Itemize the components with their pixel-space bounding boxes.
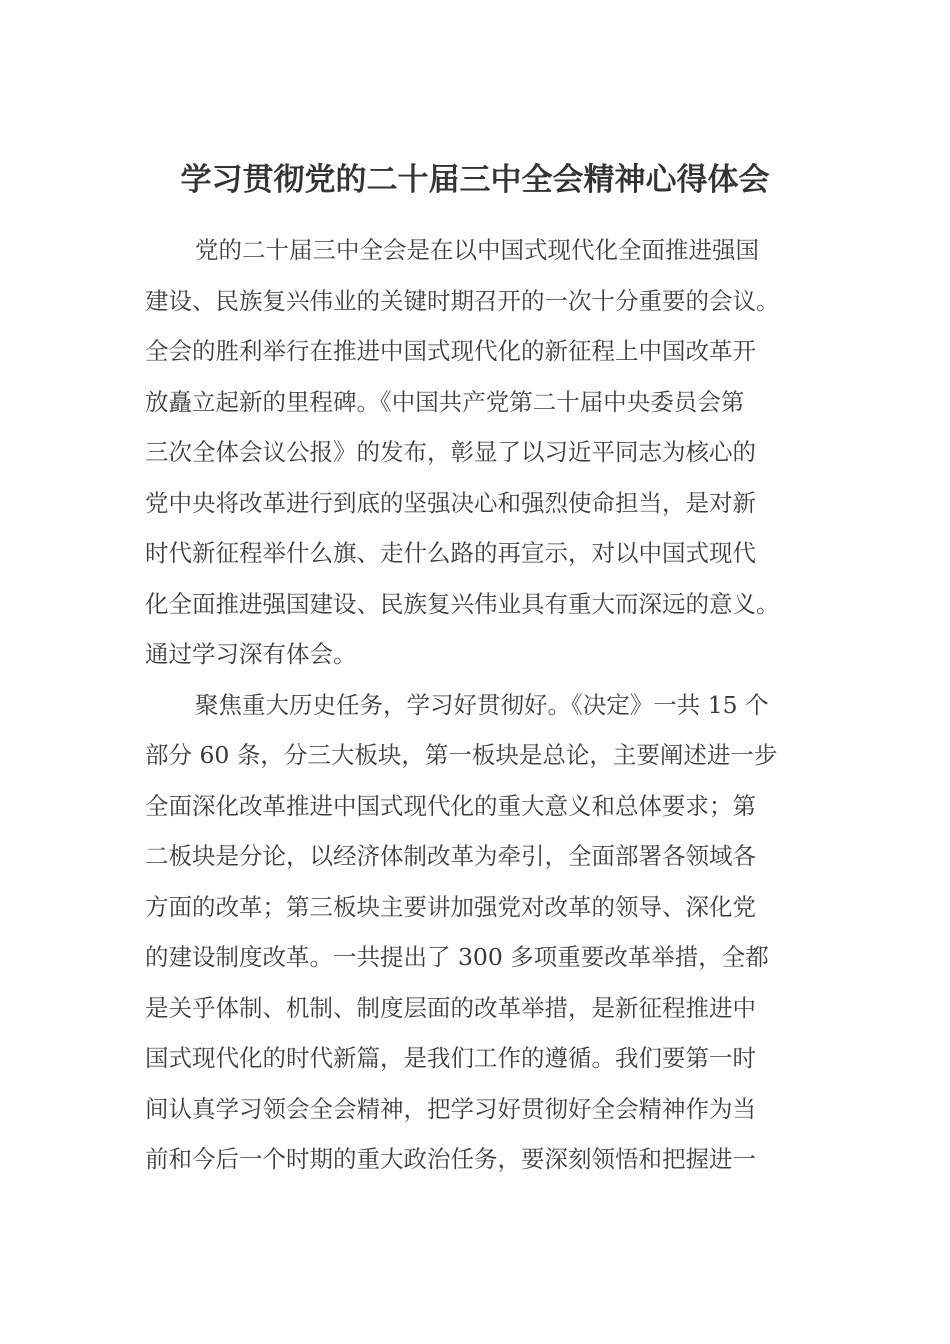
paragraph-2 bbox=[145, 680, 807, 1185]
paragraph-line: 方面的改革；第三板块主要讲加强党对改革的领导、深化党 bbox=[145, 892, 756, 921]
paragraph-line: 建设、民族复兴伟业的关键时期召开的一次十分重要的会议。 bbox=[145, 286, 780, 315]
paragraph-line: 是关乎体制、机制、制度层面的改革举措，是新征程推进中 bbox=[145, 993, 756, 1022]
paragraph-line: 党中央将改革进行到底的坚强决心和强烈使命担当，是对新 bbox=[145, 488, 756, 517]
paragraph-line: 时代新征程举什么旗、走什么路的再宣示，对以中国式现代 bbox=[145, 539, 756, 567]
paragraph-line: 前和今后一个时期的重大政治任务，要深刻领悟和把握进一 bbox=[145, 1145, 756, 1173]
paragraph-line: 的建设制度改革。一共提出了 300 多项重要改革举措，全都 bbox=[145, 943, 769, 971]
paragraph-1 bbox=[145, 225, 807, 680]
document-title: 学习贯彻党的二十届三中全会精神心得体会 bbox=[180, 162, 770, 198]
paragraph-line: 全会的胜利举行在推进中国式现代化的新征程上中国改革开 bbox=[145, 337, 756, 365]
paragraph-line: 部分 60 条，分三大板块，第一板块是总论，主要阐述进一步 bbox=[145, 741, 778, 769]
paragraph-line: 二板块是分论，以经济体制改革为牵引，全面部署各领域各 bbox=[145, 842, 756, 870]
paragraph-line: 党的二十届三中全会是在以中国式现代化全面推进强国 bbox=[195, 236, 759, 264]
paragraph-line: 三次全体会议公报》的发布，彰显了以习近平同志为核心的 bbox=[145, 438, 756, 466]
paragraph-line: 通过学习深有体会。 bbox=[145, 640, 357, 668]
document-body bbox=[145, 225, 807, 1185]
paragraph-line: 全面深化改革推进中国式现代化的重大意义和总体要求；第 bbox=[145, 791, 756, 820]
paragraph-line: 聚焦重大历史任务，学习好贯彻好。《决定》一共 15 个 bbox=[195, 690, 769, 719]
paragraph-line: 化全面推进强国建设、民族复兴伟业具有重大而深远的意义。 bbox=[145, 589, 780, 618]
paragraph-line: 间认真学习领会全会精神，把学习好贯彻好全会精神作为当 bbox=[145, 1094, 756, 1123]
paragraph-line: 国式现代化的时代新篇，是我们工作的遵循。我们要第一时 bbox=[145, 1044, 756, 1072]
paragraph-line: 放矗立起新的里程碑。《中国共产党第二十届中央委员会第 bbox=[145, 387, 745, 416]
